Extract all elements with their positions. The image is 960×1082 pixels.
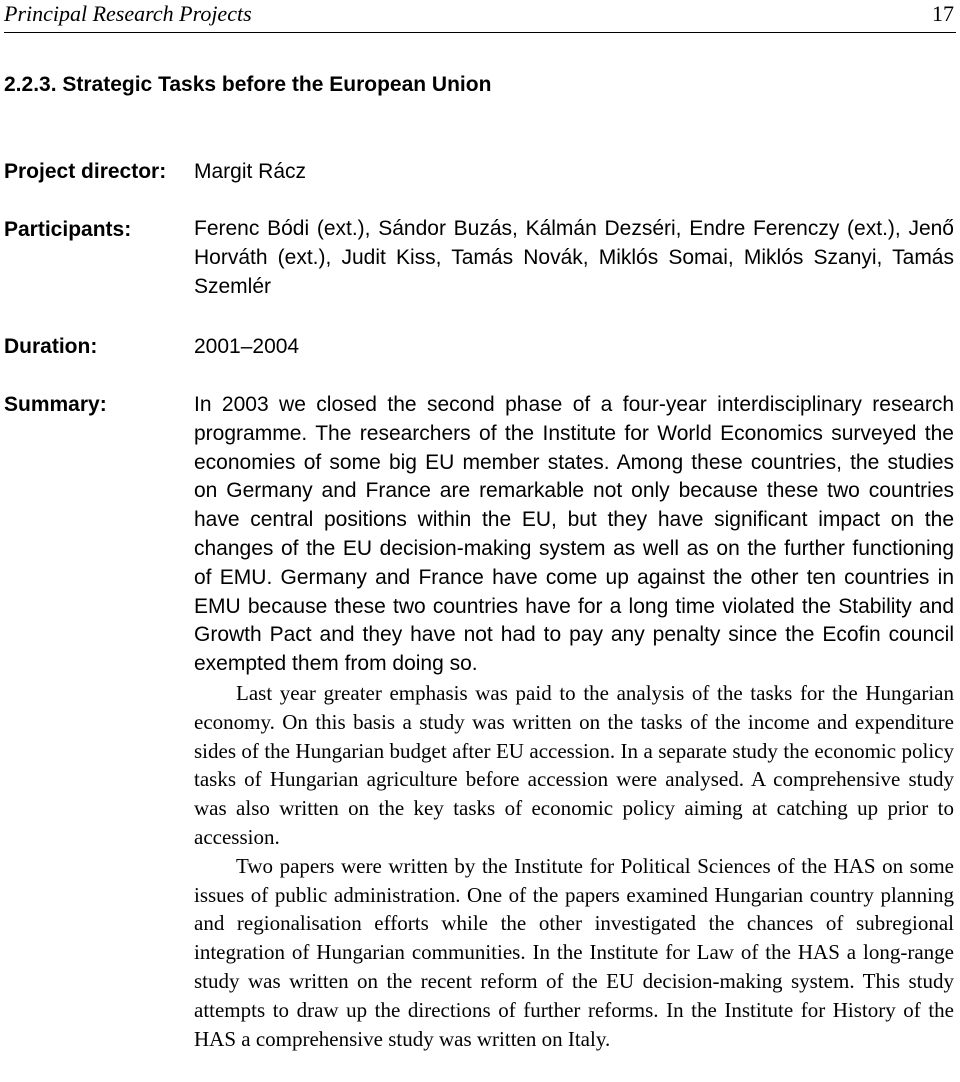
running-title: Principal Research Projects	[4, 1, 252, 26]
participants-label: Participants:	[4, 218, 132, 241]
duration-value: 2001–2004	[194, 335, 300, 358]
participants-value: Ferenc Bódi (ext.), Sándor Buzás, Kálmán Dezséri, Endre Ferenczy (ext.), Jenő Horváth (ext.), Judit Kiss, Tamás Novák, Miklós Somai, Miklós Szanyi, Tamás Szemlér	[194, 217, 954, 298]
running-header	[4, 0, 956, 33]
page-number: 17	[932, 1, 954, 26]
summary-paragraph: Last year greater emphasis was paid to the analysis of the tasks for the Hungarian economy. On this basis a study was written on the tasks of the income and expenditure sides of the Hungarian budget after EU accession. In a separate study the economic policy tasks of Hungarian agriculture before accession were analysed. A comprehensive study was also written on the key tasks of economic policy aiming at catching up prior to accession.	[194, 680, 954, 849]
project-director-value: Margit Rácz	[194, 160, 307, 183]
project-director-label: Project director:	[4, 160, 167, 183]
summary-paragraph: Two papers were written by the Institute for Political Sciences of the HAS on some issues of public administration. One of the papers examined Hungarian country planning and regionalisation efforts while the other investigated the chances of subregional integration of Hungarian communities. In the Institute for Law of the HAS a long-range study was written on the recent reform of the EU decision-making system. This study attempts to draw up the directions of further reforms. In the Institute for History of the HAS a comprehensive study was written on Italy.	[194, 853, 954, 1051]
summary-paragraph: In 2003 we closed the second phase of a four-year interdisciplinary research programme. The researchers of the Institute for World Economics surveyed the economies of some big EU member states. Among these countries, the studies on Germany and France are remarkable not only because these two countries have central positions within the EU, but they have significant impact on the changes of the EU decision-making system as well as on the further functioning of EMU. Germany and France have come up against the other ten countries in EMU because these two countries have for a long time violated the Stability and Growth Pact and they have not had to pay any penalty since the Ecofin council exempted them from doing so.	[194, 393, 954, 676]
summary-body	[194, 391, 954, 1053]
section-heading: 2.2.3. Strategic Tasks before the European Union	[4, 73, 492, 96]
summary-label: Summary:	[4, 393, 107, 416]
duration-label: Duration:	[4, 335, 98, 358]
